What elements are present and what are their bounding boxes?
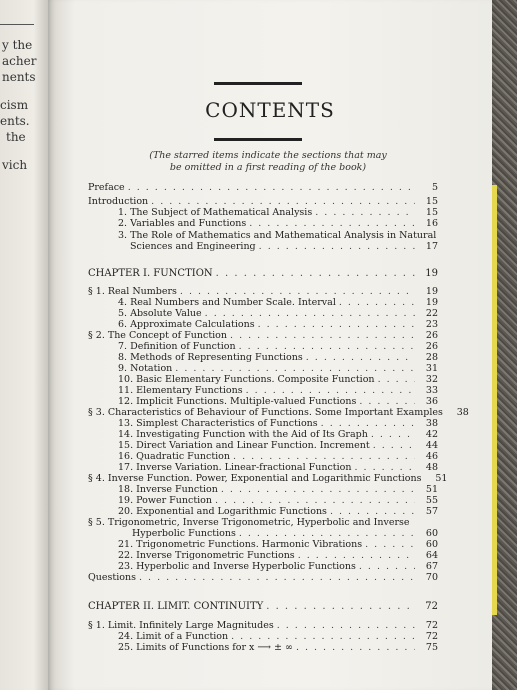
toc-entry-title: 20. Exponential and Logarithmic Functions — [118, 506, 327, 517]
toc-page-number: 31 — [425, 363, 438, 374]
toc-entry-title: 7. Definition of Function — [118, 341, 236, 352]
toc-entry-title: 15. Direct Variation and Linear Function. Increment — [118, 440, 370, 451]
left-page-fragment: y the — [2, 38, 33, 52]
toc-entry — [118, 374, 438, 385]
toc-page-number: 70 — [425, 572, 438, 583]
toc-page-number: 60 — [425, 528, 438, 539]
toc-page-number: 32 — [425, 374, 438, 385]
toc-leader-dots — [180, 286, 415, 297]
toc-entry-title: Hyperbolic Functions — [132, 528, 236, 539]
toc-leader-dots — [175, 363, 415, 374]
toc-leader-dots — [239, 341, 415, 352]
toc-entry — [118, 297, 438, 308]
toc-entry-title: 2. Variables and Functions — [118, 218, 247, 229]
toc-leader-dots — [249, 218, 415, 229]
toc-entry — [132, 528, 438, 539]
page-title: CONTENTS — [205, 98, 335, 122]
toc-entry-title: 4. Real Numbers and Number Scale. Interval — [118, 297, 336, 308]
toc-entry — [118, 218, 438, 229]
toc-leader-dots — [128, 182, 415, 193]
toc-entry-title: 1. The Subject of Mathematical Analysis — [118, 207, 313, 218]
contents-page — [48, 0, 492, 690]
toc-leader-dots — [315, 207, 415, 218]
toc-page-number: 36 — [425, 396, 438, 407]
toc-entry-title: 17. Inverse Variation. Linear-fractional Function — [118, 462, 352, 473]
toc-page-number: 17 — [425, 241, 438, 252]
toc-entry-title: 5. Absolute Value — [118, 308, 202, 319]
toc-leader-dots — [365, 539, 415, 550]
toc-entry — [88, 407, 469, 418]
toc-page-number: 51 — [435, 473, 448, 484]
toc-leader-dots — [216, 268, 415, 279]
toc-entry-title: 21. Trigonometric Functions. Harmonic Vibrations — [118, 539, 363, 550]
toc-entry — [88, 196, 438, 207]
toc-entry — [118, 462, 438, 473]
toc-page-number: 64 — [425, 550, 438, 561]
toc-page-number: 26 — [425, 330, 438, 341]
toc-leader-dots — [205, 308, 415, 319]
toc-entry — [130, 241, 438, 252]
toc-page-number: 19 — [425, 286, 438, 297]
toc-entry-title: 8. Methods of Representing Functions — [118, 352, 303, 363]
toc-entry-title: 12. Implicit Functions. Multiple-valued Functions — [118, 396, 357, 407]
toc-entry — [88, 620, 438, 631]
toc-entry-title: Introduction — [88, 196, 149, 207]
toc-page-number: 72 — [425, 601, 438, 612]
toc-entry-title: 16. Quadratic Function — [118, 451, 231, 462]
toc-entry — [88, 286, 438, 297]
toc-leader-dots — [373, 440, 415, 451]
toc-entry-title: § 1. Real Numbers — [88, 286, 177, 297]
toc-entry-title: § 4. Inverse Function. Power, Exponential and Logarithmic Functions — [88, 473, 422, 484]
toc-entry-title: 25. Limits of Functions for x ⟶ ± ∞ — [118, 642, 293, 653]
toc-page-number: 5 — [431, 182, 438, 193]
toc-entry — [118, 352, 438, 363]
toc-entry-title: 3. The Role of Mathematics and Mathematical Analysis in Natural — [118, 230, 437, 241]
toc-page-number: 38 — [425, 418, 438, 429]
toc-entry — [88, 517, 438, 528]
note-line: be omitted in a first reading of the book) — [169, 162, 367, 173]
toc-leader-dots — [371, 429, 415, 440]
toc-entry — [118, 642, 438, 653]
toc-page-number: 42 — [425, 429, 438, 440]
toc-entry-title: 24. Limit of a Function — [118, 631, 229, 642]
toc-leader-dots — [230, 330, 415, 341]
toc-entry-title: 19. Power Function — [118, 495, 213, 506]
toc-leader-dots — [221, 484, 415, 495]
toc-list — [48, 0, 492, 690]
toc-entry — [118, 631, 438, 642]
left-page-fragment: acher — [2, 54, 37, 68]
toc-page-number: 72 — [425, 631, 438, 642]
toc-chapter-heading — [88, 601, 438, 612]
toc-entry-title: 6. Approximate Calculations — [118, 319, 255, 330]
toc-entry-title: CHAPTER I. FUNCTION — [88, 268, 213, 279]
toc-entry-title: § 2. The Concept of Function — [88, 330, 228, 341]
toc-leader-dots — [339, 297, 415, 308]
toc-leader-dots — [321, 418, 415, 429]
toc-entry-title: 18. Inverse Function — [118, 484, 218, 495]
toc-entry — [118, 341, 438, 352]
left-page-fragment: cism — [0, 98, 29, 112]
left-page-fragment: the — [6, 130, 26, 144]
toc-leader-dots — [354, 462, 415, 473]
left-page-fragment: ents. — [0, 114, 30, 128]
toc-entry-title: 9. Notation — [118, 363, 173, 374]
toc-page-number: 51 — [425, 484, 438, 495]
toc-leader-dots — [239, 528, 415, 539]
toc-entry — [118, 319, 438, 330]
toc-entry-title: § 5. Trigonometric, Inverse Trigonometric, Hyperbolic and Inverse — [88, 517, 410, 528]
toc-entry — [118, 418, 438, 429]
toc-page-number: 15 — [425, 196, 438, 207]
toc-page-number: 16 — [425, 218, 438, 229]
toc-entry-title: § 1. Limit. Infinitely Large Magnitudes — [88, 620, 274, 631]
toc-page-number: 44 — [425, 440, 438, 451]
toc-entry — [118, 396, 438, 407]
toc-entry — [118, 539, 438, 550]
toc-page-number: 28 — [425, 352, 438, 363]
toc-entry — [118, 429, 438, 440]
toc-leader-dots — [296, 642, 415, 653]
toc-entry — [118, 550, 438, 561]
toc-page-number: 67 — [425, 561, 438, 572]
toc-leader-dots — [233, 451, 415, 462]
toc-entry — [88, 182, 438, 193]
left-page-rule — [0, 24, 34, 25]
toc-page-number: 19 — [425, 268, 438, 279]
toc-leader-dots — [246, 385, 415, 396]
toc-leader-dots — [359, 396, 415, 407]
toc-entry — [118, 230, 438, 241]
toc-leader-dots — [359, 561, 415, 572]
toc-page-number: 22 — [425, 308, 438, 319]
toc-page-number: 48 — [425, 462, 438, 473]
toc-entry-title: 22. Inverse Trigonometric Functions — [118, 550, 295, 561]
toc-entry-title: § 3. Characteristics of Behaviour of Functions. Some Important Examples — [88, 407, 443, 418]
toc-entry — [118, 451, 438, 462]
toc-leader-dots — [259, 241, 415, 252]
toc-entry — [118, 385, 438, 396]
toc-leader-dots — [151, 196, 415, 207]
toc-page-number: 72 — [425, 620, 438, 631]
toc-entry — [88, 330, 438, 341]
toc-leader-dots — [139, 572, 415, 583]
toc-entry — [118, 484, 438, 495]
toc-entry — [118, 308, 438, 319]
toc-leader-dots — [306, 352, 415, 363]
toc-leader-dots — [277, 620, 415, 631]
toc-page-number: 38 — [456, 407, 469, 418]
toc-chapter-heading — [88, 268, 438, 279]
left-page-fragment: vich — [2, 158, 28, 172]
toc-leader-dots — [258, 319, 415, 330]
toc-entry — [118, 506, 438, 517]
toc-leader-dots — [298, 550, 415, 561]
left-page-fragment: nents — [2, 70, 36, 84]
toc-page-number: 55 — [425, 495, 438, 506]
note-line: (The starred items indicate the sections that may — [149, 150, 387, 161]
toc-entry — [118, 207, 438, 218]
toc-page-number: 75 — [425, 642, 438, 653]
toc-page-number: 19 — [425, 297, 438, 308]
toc-entry — [118, 561, 438, 572]
toc-leader-dots — [330, 506, 415, 517]
toc-entry-title: 23. Hyperbolic and Inverse Hyperbolic Functions — [118, 561, 356, 572]
toc-entry-title: Questions — [88, 572, 136, 583]
toc-page-number: 15 — [425, 207, 438, 218]
toc-entry — [118, 363, 438, 374]
toc-entry — [118, 495, 438, 506]
toc-leader-dots — [378, 374, 415, 385]
toc-entry-title: CHAPTER II. LIMIT. CONTINUITY — [88, 601, 264, 612]
toc-page-number: 60 — [425, 539, 438, 550]
toc-entry — [88, 473, 448, 484]
toc-leader-dots — [266, 601, 415, 612]
toc-entry — [118, 440, 438, 451]
toc-entry-title: Preface — [88, 182, 125, 193]
left-facing-page — [0, 0, 48, 690]
toc-page-number: 57 — [425, 506, 438, 517]
toc-page-number: 33 — [425, 385, 438, 396]
toc-page-number: 46 — [425, 451, 438, 462]
toc-entry-title: 10. Basic Elementary Functions. Composite Function — [118, 374, 375, 385]
toc-page-number: 26 — [425, 341, 438, 352]
toc-entry-title: Sciences and Engineering — [130, 241, 256, 252]
toc-entry-title: 11. Elementary Functions — [118, 385, 243, 396]
toc-leader-dots — [231, 631, 415, 642]
toc-entry-title: 13. Simplest Characteristics of Functions — [118, 418, 318, 429]
toc-leader-dots — [215, 495, 415, 506]
toc-entry-title: 14. Investigating Function with the Aid of Its Graph — [118, 429, 368, 440]
toc-page-number: 23 — [425, 319, 438, 330]
toc-entry — [88, 572, 438, 583]
